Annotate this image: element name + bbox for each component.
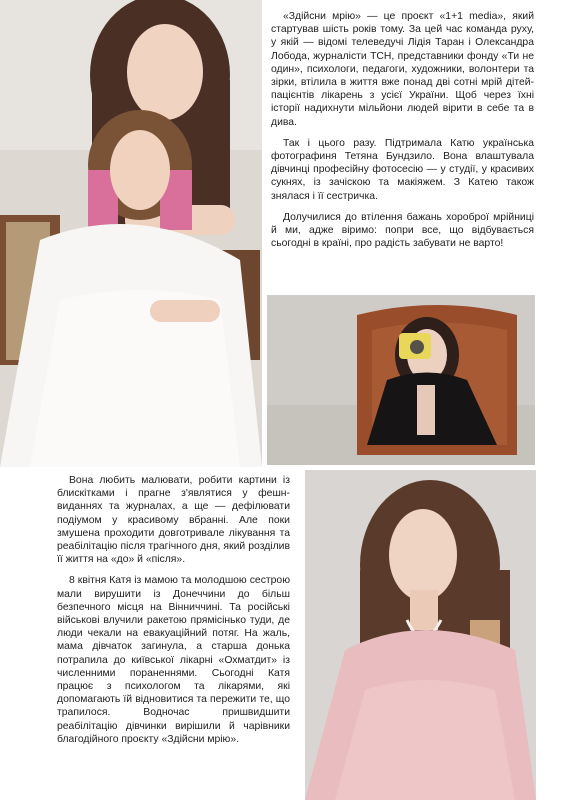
paragraph-project-intro: «Здійсни мрію» — це проєкт «1+1 media», який стартував шість років тому. За цей час команда руху, у якій — відомі телеведучі Лідія Таран і Олександра Лобода, журналісти ТСН, представники фонду «Ти не один», психологи, педагоги, художники, волонтери та зірки, втілила в життя вже понад дві сотні мрій дітей-пацієнтів лікарень з усієї України. Щоб через їхні історії надихнути мільйони людей вірити в себе та в дива. — [271, 11, 534, 128]
paragraph-photographer: Так і цього разу. Підтримала Катю українська фотографиня Тетяна Бундзило. Вона влаштувала дівчинці професійну фотосесію — у студії, у красивих сукнях, із зачіскою та макіяжем. З Катею також знялася і її сестричка. — [271, 137, 534, 202]
photo-sisters-on-chair — [0, 0, 262, 467]
article-text-top — [271, 10, 534, 258]
photo-girl-in-pink-dress — [305, 470, 536, 800]
paragraph-april-8: 8 квітня Катя із мамою та молодшою сестрою мали вирушити із Донеччини до більш безпечного місця на Вінниччині. Та російські військові влучили ракетою прямісінько туди, де люди чекали на евакуаційний потяг. На жаль, мама дівчаток загинула, а старша донька потрапила до київської лікарні «Охматдит» із численними пораненнями. Сьогодні Катя працює з психологом та лікарями, які допомагають їй відновитися та пережити те, що трапилося. Водночас пришвидшити реабілітацію дівчинки вирішили й чарівники благодійного проєкту «Здійсни мрію». — [57, 575, 290, 745]
paragraph-joined: Долучилися до втілення бажань хороброї мрійниці й ми, адже віримо: попри все, що відбувається сьогодні в країні, про радість забувати не варто! — [271, 211, 534, 250]
photo-girl-with-camera — [267, 295, 535, 465]
paragraph-hobbies: Вона любить малювати, робити картини із блискітками і прагне з'являтися у фешн-виданнях та журналах, а ще — дефілювати подіумом у красивому вбранні. Але поки змушена проходити довготривале лікування та реабілітацію після трагічного дня, який розділив її життя на «до» й «після». — [57, 475, 290, 566]
article-text-bottom — [57, 474, 290, 754]
